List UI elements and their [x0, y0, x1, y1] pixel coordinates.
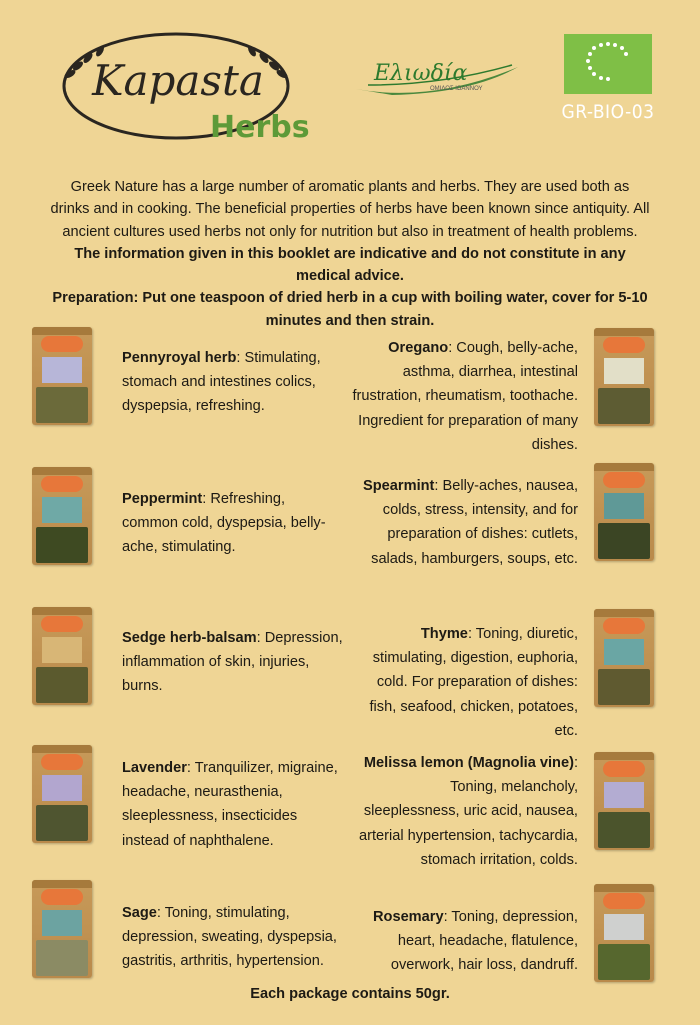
herb-package-image [594, 884, 654, 982]
herb-name: Sage [122, 905, 157, 921]
herb-description [122, 626, 347, 699]
certification-code: GR-BIO-03 [561, 101, 655, 123]
herb-name: Thyme [420, 626, 468, 642]
kapasta-logo [58, 28, 318, 158]
intro-paragraph [50, 176, 650, 332]
herb-name: Oregano [388, 340, 449, 356]
package-label [42, 910, 82, 936]
herb-uses: : Tranquilizer, migraine, headache, neurasthenia, sleeplessness, insecticides instead of naphthalene. [122, 760, 338, 849]
herb-package-image [594, 609, 654, 707]
package-label [42, 497, 82, 523]
maker-name: Ελιωδία [374, 61, 468, 86]
herb-package-image [594, 463, 654, 561]
herb-description [122, 756, 347, 853]
package-label [604, 358, 644, 384]
herb-description [352, 622, 578, 743]
herb-uses: : Depression, inflammation of skin, injuries, burns. [122, 630, 343, 695]
header [0, 0, 700, 170]
herb-package-image [32, 880, 92, 978]
herb-package-image [32, 327, 92, 425]
herb-uses: : Cough, belly-ache, asthma, diarrhea, intestinal frustration, rheumatism, toothache. Ingredient for preparation of many dishes. [352, 340, 578, 453]
herb-description [122, 487, 334, 560]
package-label [604, 493, 644, 519]
eu-organic-logo [564, 34, 652, 94]
herb-package-image [32, 745, 92, 843]
intro-text: Greek Nature has a large number of aromatic plants and herbs. They are used both as drinks and in cooking. The beneficial properties of herbs have been known since antiquity. All ancient cultures used herbs not only for nutrition but also in treatment of health problems. [50, 179, 650, 240]
herb-description [352, 751, 578, 872]
herb-package-image [32, 607, 92, 705]
package-size-note: Each package contains 50gr. [250, 986, 450, 1002]
herb-description [340, 474, 578, 571]
preparation-instructions: Preparation: Put one teaspoon of dried herb in a cup with boiling water, cover for 5-10 minutes and then strain. [52, 290, 648, 329]
elodia-logo [352, 55, 522, 103]
package-label [604, 914, 644, 940]
herb-name: Melissa lemon (Magnolia vine) [363, 755, 574, 771]
herb-name: Spearmint [363, 478, 435, 494]
herb-uses: : Stimulating, stomach and intestines colics, dyspepsia, refreshing. [122, 350, 321, 415]
package-label [604, 782, 644, 808]
herb-name: Lavender [122, 760, 187, 776]
package-label [42, 775, 82, 801]
herb-description [122, 901, 342, 974]
package-label [42, 357, 82, 383]
herb-name: Peppermint [122, 491, 203, 507]
herb-name: Rosemary [373, 909, 444, 925]
herb-description [352, 336, 578, 457]
herb-uses: : Toning, depression, heart, headache, flatulence, overwork, hair loss, dandruff. [390, 909, 578, 974]
brand-subtitle: Herbs [210, 110, 310, 145]
package-label [42, 637, 82, 663]
herb-description [352, 905, 578, 978]
maker-tagline: ΟΜΙΛΟΣ ΙΩΑΝΝΟΥ [430, 86, 483, 92]
herb-name: Sedge herb-balsam [122, 630, 257, 646]
package-label [604, 639, 644, 665]
herb-uses: : Refreshing, common cold, dyspepsia, belly-ache, stimulating. [122, 491, 326, 556]
herb-uses: : Belly-aches, nausea, colds, stress, intensity, and for preparation of dishes: cutlets, salads, hamburgers, soups, etc. [371, 478, 578, 567]
eu-leaf-stars-icon [564, 34, 652, 94]
medical-disclaimer: The information given in this booklet are indicative and do not constitute in any medical advice. [74, 245, 626, 285]
brand-name: Kapasta [92, 56, 264, 105]
herb-description [122, 346, 327, 419]
herb-package-image [32, 467, 92, 565]
herb-package-image [594, 752, 654, 850]
herb-name: Pennyroyal herb [122, 350, 237, 366]
herb-uses: : Toning, melancholy, sleeplessness, uric acid, nausea, arterial hypertension, tachycardia, stomach irritation, colds. [358, 755, 578, 868]
herb-package-image [594, 328, 654, 426]
herb-uses: : Toning, stimulating, depression, sweating, dyspepsia, gastritis, arthritis, hypertension. [122, 905, 337, 970]
herb-uses: : Toning, diuretic, stimulating, digestion, euphoria, cold. For preparation of dishes: fish, seafood, chicken, potatoes, etc. [369, 626, 578, 739]
